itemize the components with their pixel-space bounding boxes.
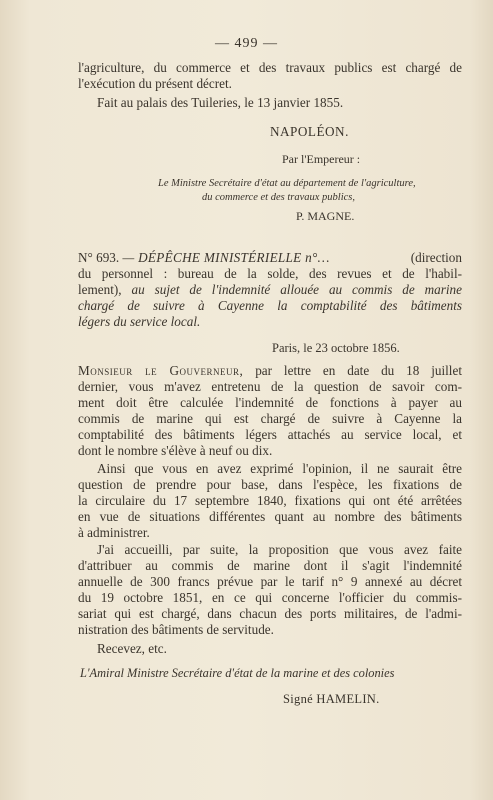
dispatch-heading [78,250,462,266]
body-line: l'agriculture, du commerce et des travaux publics est chargé de [78,60,462,75]
dispatch-heading-text: (direction [410,250,462,265]
dispatch-title: — DÉPÊCHE MINISTÉRIELLE n°… [122,250,330,265]
body-line: à administrer. [78,525,150,540]
dispatch-heading-text: lement), [78,282,132,297]
body-line: d'attribuer au commis de marine dont il s'agit l'indemnité [78,558,462,573]
body-line: ment doit être calculée l'indemnité de fonctions à payer au [78,395,462,410]
body-line: comptabilité des bâtiments légers attachés au service local, et [78,427,462,442]
body-line: du 19 octobre 1851, en ce qui concerne l'officier du commis- [78,590,462,605]
decree-date-line: Fait au palais des Tuileries, le 13 janvier 1855. [97,95,344,110]
admiral-signature: Signé HAMELIN. [283,692,380,706]
body-line: J'ai accueilli, par suite, la proposition que vous avez faite [97,542,462,557]
admiral-title: L'Amiral Ministre Secrétaire d'état de la marine et des colonies [80,666,395,680]
body-line: question de prendre pour base, dans l'espèce, les fixations de [78,477,462,492]
body-line: nistration des bâtiments de servitude. [78,622,274,637]
body-line: annuelle de 300 francs prévue par le tarif n° 9 annexé au décret [78,574,462,589]
signer-name: NAPOLÉON. [270,124,349,139]
body-line: la circulaire du 17 septembre 1840, fixations qui ont été arrêtées [78,493,462,508]
salutation: Monsieur le Gouverneur, [78,363,244,378]
body-line: dernier, vous m'avez entretenu de la question de savoir com- [78,379,462,394]
minister-title-line: Le Ministre Secrétaire d'état au département de l'agriculture, [158,178,416,189]
place-date: Paris, le 23 octobre 1856. [272,341,400,355]
par-empereur: Par l'Empereur : [282,152,361,166]
body-line: sariat qui est chargé, dans chacun des ports militaires, de l'admi- [78,606,462,621]
minister-name: P. MAGNE. [296,209,355,223]
body-text: par lettre en date du 18 juillet [243,363,462,378]
dispatch-heading-line: du personnel : bureau de la solde, des revues et de l'habil- [78,266,462,281]
dispatch-number: N° 693. [78,250,120,265]
dispatch-subject-line: légers du service local. [78,314,201,329]
dispatch-heading-line [78,282,462,298]
body-line: l'exécution du présent décret. [78,76,232,91]
dispatch-subject: au sujet de l'indemnité allouée au commis de marine [131,282,462,297]
body-line: dont le nombre s'élève à neuf ou dix. [78,443,273,458]
body-line: Ainsi que vous en avez exprimé l'opinion, il ne saurait être [97,461,462,476]
closing-formula: Recevez, etc. [97,641,167,656]
body-line: commis de marine qui est chargé de suivre à Cayenne la [78,411,462,426]
minister-title-line: du commerce et des travaux publics, [202,192,355,203]
body-line [78,363,462,379]
dispatch-subject-line: chargé de suivre à Cayenne la comptabilité des bâtiments [78,298,462,313]
page-number: — 499 — [215,36,278,51]
body-line: en vue de situations différentes quant au nombre des bâtiments [78,509,462,524]
